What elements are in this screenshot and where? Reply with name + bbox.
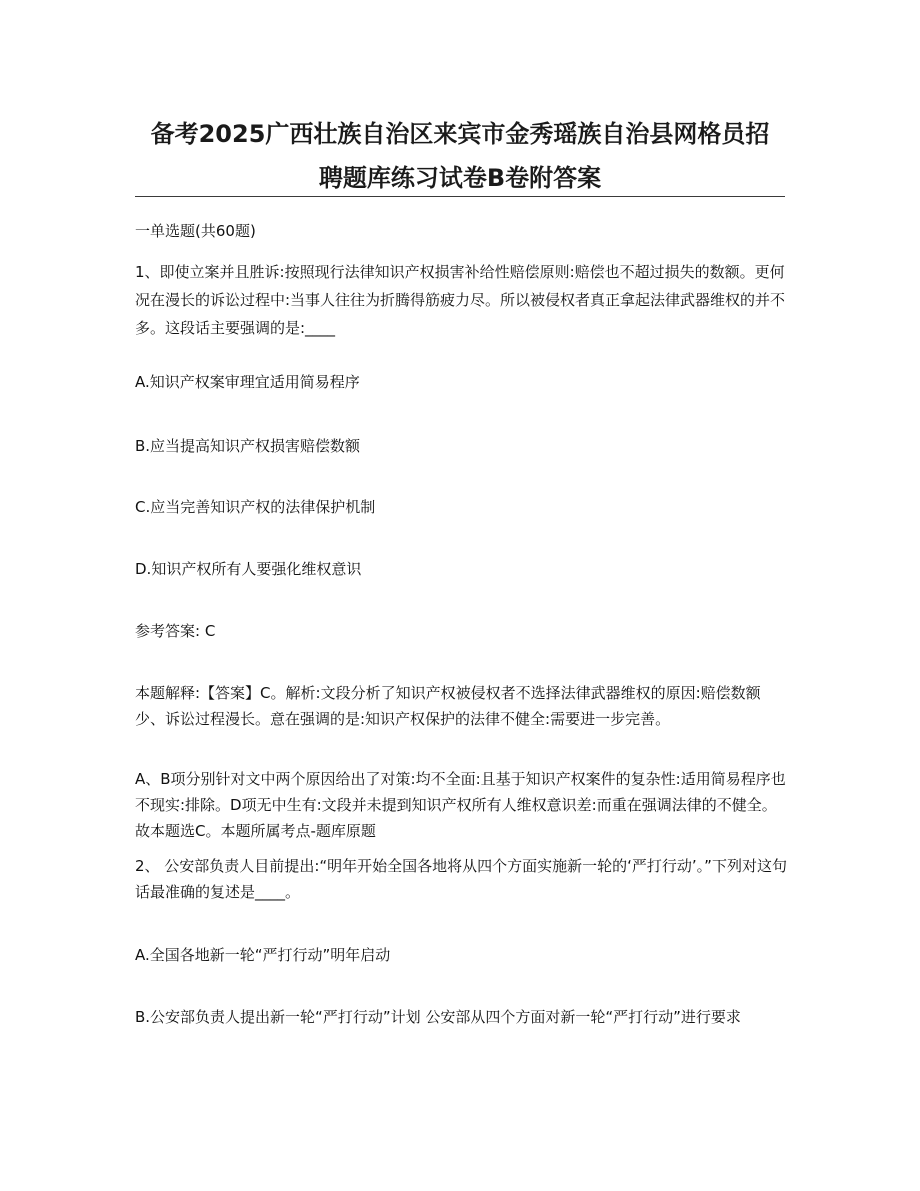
document-title [120, 112, 800, 200]
title-line-1: 备考2025广西壮族自治区来宾市金秀瑶族自治县网格员招 [150, 120, 770, 148]
question-1-option-d: D.知识产权所有人要强化维权意识 [135, 560, 362, 578]
question-1-answer: 参考答案: C [135, 622, 216, 640]
section-heading: 一单选题(共60题) [135, 222, 256, 240]
question-1-explanation-2: A、B项分别针对文中两个原因给出了对策:均不全面:且基于知识产权案件的复杂性:适用简易程序也不现实:排除。D项无中生有:文段并未提到知识产权所有人维权意识差:而重在强调法律的不健全。故本题选C。本题所属考点-题库原题 [135, 770, 786, 840]
question-1-option-a: A.知识产权案审理宜适用简易程序 [135, 373, 360, 391]
question-1-stem: 1、即使立案并且胜诉:按照现行法律知识产权损害补给性赔偿原则:赔偿也不超过损失的数额。更何况在漫长的诉讼过程中:当事人往往为折腾得筋疲力尽。所以被侵权者真正拿起法律武器维权的并不多。这段话主要强调的是:____ [135, 263, 786, 337]
question-1-option-c: C.应当完善知识产权的法律保护机制 [135, 498, 376, 516]
question-2-option-b: B.公安部负责人提出新一轮“严打行动”计划 公安部从四个方面对新一轮“严打行动”进行要求 [135, 1008, 741, 1026]
question-1-option-b: B.应当提高知识产权损害赔偿数额 [135, 437, 361, 455]
question-2-stem: 2、 公安部负责人目前提出:“明年开始全国各地将从四个方面实施新一轮的‘严打行动’。”下列对这句话最准确的复述是____。 [135, 857, 787, 901]
question-1-explanation-1: 本题解释:【答案】C。解析:文段分析了知识产权被侵权者不选择法律武器维权的原因:赔偿数额少、诉讼过程漫长。意在强调的是:知识产权保护的法律不健全:需要进一步完善。 [135, 684, 761, 728]
question-2-option-a: A.全国各地新一轮“严打行动”明年启动 [135, 946, 391, 964]
title-divider [135, 196, 785, 197]
title-line-2: 聘题库练习试卷B卷附答案 [318, 164, 602, 192]
